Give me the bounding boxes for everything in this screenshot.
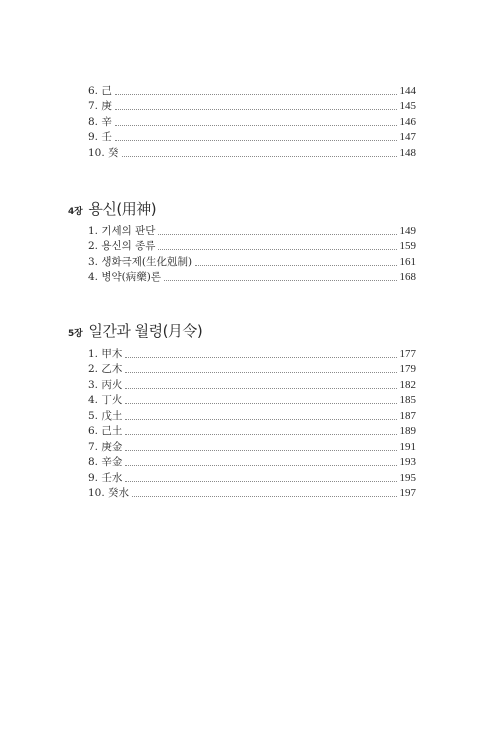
entry-page: 189 bbox=[399, 425, 416, 437]
entry-page: 148 bbox=[399, 146, 416, 159]
entry-label: 6. 己 bbox=[88, 84, 112, 97]
toc-entry[interactable] bbox=[88, 361, 416, 377]
entry-label: 5. 戊土 bbox=[88, 409, 123, 422]
entry-label: 1. 기세의 판단 bbox=[88, 224, 156, 237]
chapter-number: 5장 bbox=[68, 329, 83, 339]
dot-leader bbox=[125, 465, 396, 466]
toc-entry[interactable] bbox=[88, 238, 416, 254]
entry-page: 195 bbox=[399, 471, 416, 484]
entry-label: 8. 辛金 bbox=[88, 456, 123, 468]
entry-page: 145 bbox=[399, 100, 416, 112]
toc-entry[interactable] bbox=[88, 144, 416, 160]
entry-label: 8. 辛 bbox=[88, 115, 112, 128]
entry-page: 161 bbox=[399, 255, 416, 268]
entry-label: 1. 甲木 bbox=[88, 347, 123, 360]
entry-label: 3. 丙火 bbox=[88, 378, 123, 391]
entry-page: 193 bbox=[399, 456, 416, 468]
entry-label: 10. 癸水 bbox=[88, 487, 130, 499]
toc-entry[interactable] bbox=[88, 269, 416, 285]
dot-leader bbox=[125, 450, 396, 451]
dot-leader bbox=[115, 94, 397, 95]
dot-leader bbox=[125, 419, 396, 420]
entry-page: 197 bbox=[399, 487, 416, 499]
entry-page: 185 bbox=[399, 394, 416, 406]
entry-label: 2. 乙木 bbox=[88, 363, 123, 375]
entry-page: 179 bbox=[399, 363, 416, 375]
entry-label: 7. 庚 bbox=[88, 100, 112, 112]
chapter-title: 일간과 월령(月令) bbox=[88, 322, 203, 340]
toc-list-top bbox=[88, 82, 416, 160]
dot-leader bbox=[115, 109, 397, 110]
toc-list-chapter4 bbox=[88, 222, 416, 284]
entry-page: 191 bbox=[399, 440, 416, 453]
toc-entry[interactable] bbox=[88, 454, 416, 470]
entry-page: 147 bbox=[399, 131, 416, 143]
dot-leader bbox=[164, 280, 397, 281]
toc-entry[interactable] bbox=[88, 469, 416, 485]
entry-page: 159 bbox=[399, 240, 416, 252]
dot-leader bbox=[125, 434, 396, 435]
toc-entry[interactable] bbox=[88, 82, 416, 98]
toc-entry[interactable] bbox=[88, 222, 416, 238]
toc-entry[interactable] bbox=[88, 113, 416, 129]
entry-label: 4. 丁火 bbox=[88, 394, 123, 406]
dot-leader bbox=[115, 140, 397, 141]
entry-page: 149 bbox=[399, 224, 416, 237]
dot-leader bbox=[125, 403, 396, 404]
chapter-number: 4장 bbox=[68, 207, 83, 217]
entry-page: 144 bbox=[399, 84, 416, 97]
toc-entry[interactable] bbox=[88, 98, 416, 114]
dot-leader bbox=[115, 125, 397, 126]
entry-label: 9. 壬水 bbox=[88, 471, 123, 484]
entry-page: 146 bbox=[399, 115, 416, 128]
dot-leader bbox=[195, 265, 396, 266]
entry-label: 2. 용신의 종류 bbox=[88, 240, 156, 252]
toc-entry[interactable] bbox=[88, 392, 416, 408]
toc-entry[interactable] bbox=[88, 485, 416, 501]
toc-entry[interactable] bbox=[88, 253, 416, 269]
dot-leader bbox=[132, 496, 396, 497]
entry-page: 187 bbox=[399, 409, 416, 422]
dot-leader bbox=[158, 249, 396, 250]
chapter-heading[interactable] bbox=[68, 198, 156, 219]
chapter-title: 용신(用神) bbox=[88, 200, 157, 218]
chapter-heading[interactable] bbox=[68, 320, 202, 341]
dot-leader bbox=[125, 481, 396, 482]
entry-label: 3. 생화극제(生化剋制) bbox=[88, 255, 193, 268]
dot-leader bbox=[125, 372, 396, 373]
toc-entry[interactable] bbox=[88, 129, 416, 145]
entry-label: 7. 庚金 bbox=[88, 440, 123, 453]
dot-leader bbox=[125, 388, 396, 389]
entry-page: 168 bbox=[399, 271, 416, 283]
toc-entry[interactable] bbox=[88, 423, 416, 439]
dot-leader bbox=[122, 156, 397, 157]
entry-label: 9. 壬 bbox=[88, 131, 112, 143]
toc-entry[interactable] bbox=[88, 345, 416, 361]
toc-entry[interactable] bbox=[88, 407, 416, 423]
entry-label: 4. 병약(病藥)론 bbox=[88, 271, 161, 283]
entry-page: 177 bbox=[399, 347, 416, 360]
toc-list-chapter5 bbox=[88, 345, 416, 500]
entry-page: 182 bbox=[399, 378, 416, 391]
toc-entry[interactable] bbox=[88, 438, 416, 454]
dot-leader bbox=[158, 234, 396, 235]
dot-leader bbox=[125, 357, 396, 358]
toc-entry[interactable] bbox=[88, 376, 416, 392]
entry-label: 6. 己土 bbox=[88, 425, 123, 437]
entry-label: 10. 癸 bbox=[88, 146, 119, 159]
